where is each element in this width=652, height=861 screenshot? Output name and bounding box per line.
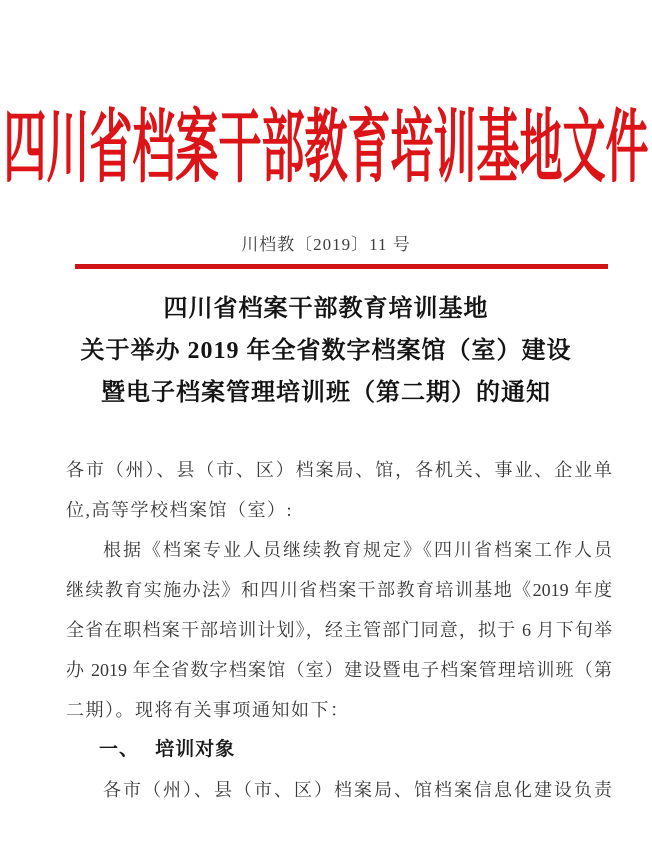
body-line-paragraph-2: 继续教育实施办法》和四川省档案干部教育培训基地《2019 年度	[66, 580, 612, 600]
body-line-paragraph-3: 全省在职档案干部培训计划》，经主管部门同意，拟于 6 月下旬举	[66, 620, 612, 640]
red-header-banner	[0, 103, 652, 195]
document-title	[0, 288, 652, 414]
document-body	[66, 450, 612, 810]
document-number: 川档教〔2019〕11 号	[241, 235, 411, 254]
document-title-line-1: 四川省档案干部教育培训基地	[163, 296, 489, 322]
body-line-paragraph-4: 办 2019 年全省数字档案馆（室）建设暨电子档案管理培训班（第	[66, 660, 612, 680]
document-title-line-2: 关于举办 2019 年全省数字档案馆（室）建设	[80, 338, 572, 364]
body-line-paragraph-1: 根据《档案专业人员继续教育规定》《四川省档案工作人员	[103, 540, 612, 560]
body-line-salutation-1: 各市（州）、县（市、区）档案局、馆，各机关、事业、企业单	[66, 460, 612, 480]
document-title-line-3: 暨电子档案管理培训班（第二期）的通知	[101, 380, 551, 406]
red-divider-line	[75, 264, 608, 269]
body-line-paragraph-5: 二期）。现将有关事项通知如下：	[66, 700, 350, 720]
section-heading-training-targets: 一、 培训对象	[99, 739, 236, 760]
red-header-title: 四川省档案干部教育培训基地文件	[3, 105, 649, 193]
body-line-section-content: 各市（州）、县（市、区）档案局、馆档案信息化建设负责	[103, 780, 612, 800]
body-line-salutation-2: 位,高等学校档案馆（室）:	[66, 500, 293, 520]
